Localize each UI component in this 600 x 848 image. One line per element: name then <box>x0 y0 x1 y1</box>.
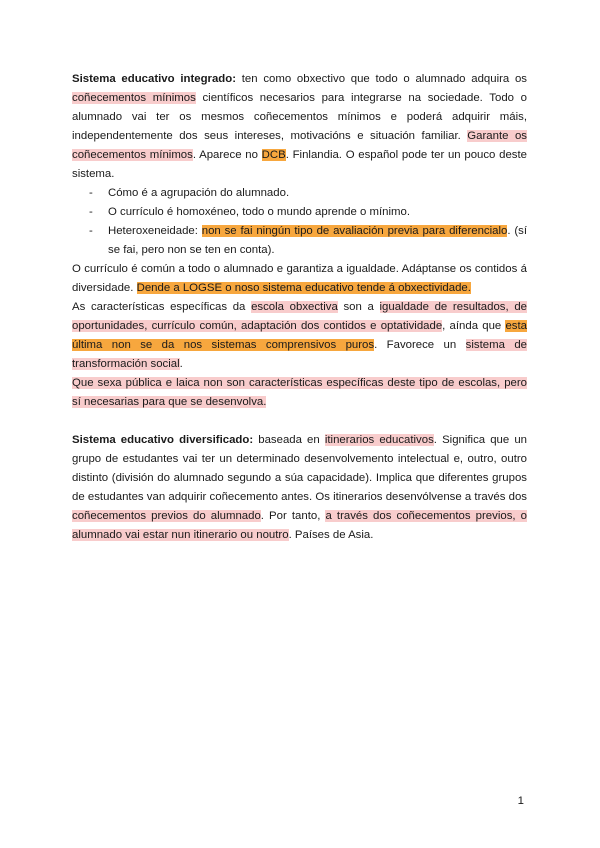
text-run: . Aparece no <box>192 149 262 161</box>
text-run: O currículo é común a todo o alumnado e garantiza a igualdade. Adáptanse os contidos á diversidade. <box>72 263 527 294</box>
highlight-orange: non se fai ningún tipo de avaliación previa para diferencialo <box>201 225 508 237</box>
highlight-orange: Dende a LOGSE o noso sistema educativo tende á obxectividade. <box>136 282 471 294</box>
highlight-orange: DCB <box>261 149 286 161</box>
highlight-pink: a través dos coñecementos previos, o alumnado vai estar nun itinerario ou noutro <box>72 510 527 541</box>
highlight-orange: esta última non se da nos sistemas comprensivos puros <box>72 320 527 351</box>
highlight-pink: coñecementos mínimos <box>72 92 196 104</box>
paragraph-diversified <box>72 431 527 545</box>
heading-integrated: Sistema educativo integrado: <box>72 73 237 85</box>
text-run: . Por tanto, <box>260 510 326 522</box>
list-item <box>72 184 527 203</box>
text-run: . Países de Asia. <box>288 529 374 541</box>
paragraph-common-curriculum <box>72 260 527 298</box>
text-run: . (sí se fai, pero non se ten en conta). <box>108 225 527 256</box>
text-run: . <box>179 358 183 370</box>
highlight-pink: escola obxectiva <box>251 301 338 313</box>
heading-diversified: Sistema educativo diversificado: <box>72 434 254 446</box>
highlight-pink: igualdade de resultados, de oportunidades, currículo común, adaptación dos contidos e optatividade <box>72 301 527 332</box>
document-page <box>72 70 527 545</box>
paragraph-objective-school <box>72 298 527 374</box>
text-run: Heteroxeneidade: <box>108 225 202 237</box>
paragraph-integrated-intro-text <box>72 73 527 180</box>
text-run: Cómo é a agrupación do alumnado. <box>108 187 290 199</box>
paragraph-integrated-intro <box>72 70 527 184</box>
page-number: 1 <box>517 795 524 807</box>
text-run: ten como obxectivo que todo o alumnado adquira os <box>236 73 528 85</box>
text-run: O currículo é homoxéneo, todo o mundo aprende o mínimo. <box>108 206 411 218</box>
text-run: , aínda que <box>442 320 506 332</box>
text-run: . Favorece un <box>374 339 466 351</box>
paragraph-diversified-text <box>72 434 527 541</box>
list-item <box>72 203 527 222</box>
text-run: . Significa que un grupo de estudantes vai ter un determinado desenvolvemento intelectual e, outro, outro distinto (división do alumnado segundo a súa capacidade). Implica que diferentes grupos de estudantes van adquirir coñecemento antes. Os itinerarios desenvólvense a través dos <box>72 434 528 503</box>
highlight-pink: Garante os coñecementos mínimos <box>72 130 527 161</box>
characteristics-list <box>72 184 527 260</box>
list-item <box>72 222 527 260</box>
paragraph-spacer <box>72 412 527 431</box>
text-run: científicos necesarios para integrarse na sociedade. Todo o alumnado vai ter os mesmos coñecementos mínimos e poderá adquirir máis, independentemente dos seus intereses, motivacións e situación familiar. <box>72 92 528 142</box>
highlight-pink: Que sexa pública e laica non son características específicas deste tipo de escolas, pero sí necesarias para que se desenvolva. <box>72 377 527 408</box>
highlight-pink: coñecementos previos do alumnado <box>72 510 261 522</box>
text-run: son a <box>337 301 380 313</box>
text-run: . Finlandia. O español pode ter un pouco deste sistema. <box>72 149 527 180</box>
text-run: As características específicas da <box>72 301 252 313</box>
highlight-pink: sistema de transformación social <box>72 339 527 370</box>
paragraph-public-secular <box>72 374 527 412</box>
text-run: baseada en <box>253 434 325 446</box>
highlight-pink: itinerarios educativos <box>324 434 434 446</box>
